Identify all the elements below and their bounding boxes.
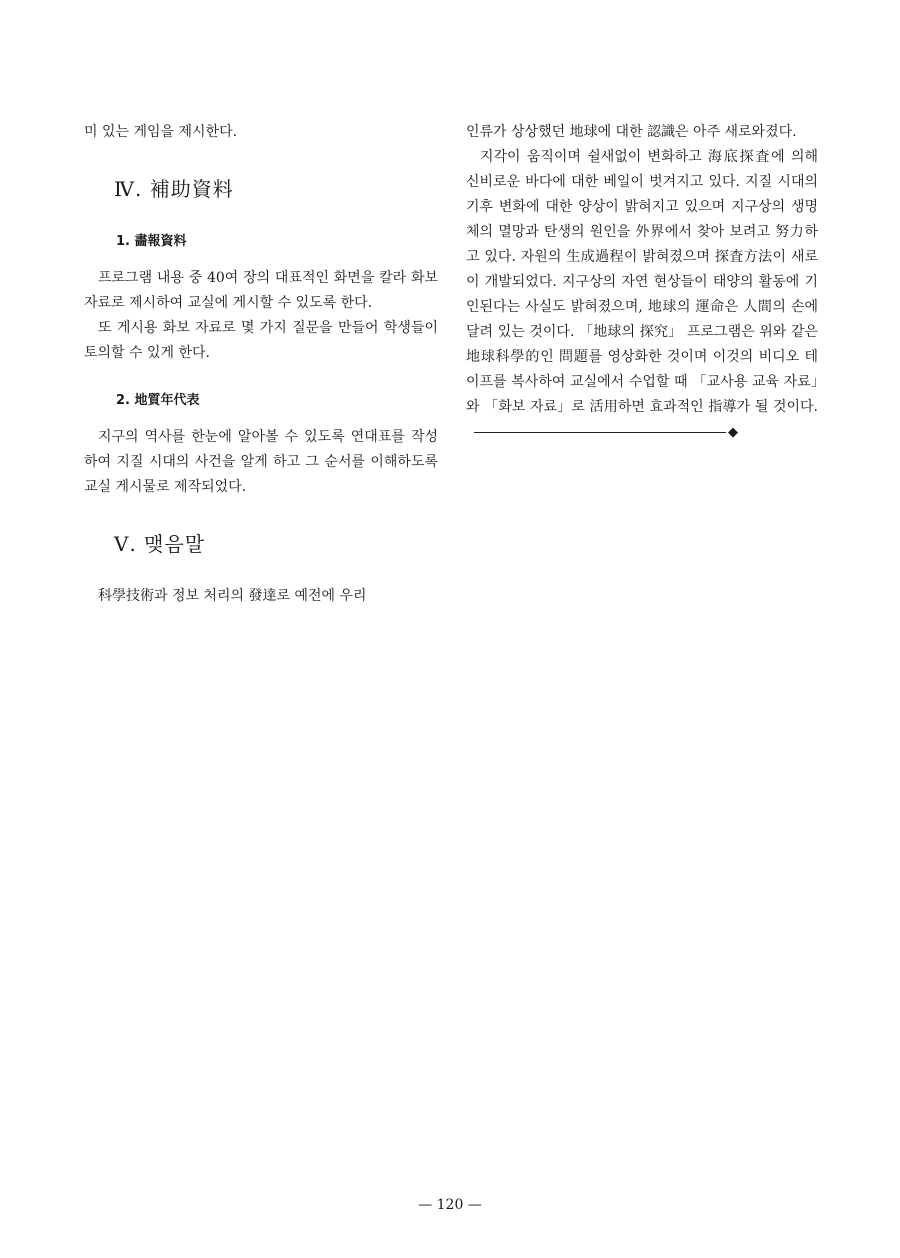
page-number: — 120 — — [418, 1197, 482, 1213]
paragraph-conclusion-continued: 인류가 상상했던 地球에 대한 認識은 아주 새로와졌다. — [466, 124, 797, 140]
left-column — [84, 120, 438, 609]
subheading-picture-materials: 1. 畵報資料 — [116, 234, 187, 249]
right-column — [466, 120, 818, 445]
paragraph-picture-materials-2: 또 게시용 화보 자료로 몇 가지 질문을 만들어 학생들이 토의할 수 있게 한다. — [84, 320, 438, 361]
subheading-geologic-timetable: 2. 地質年代表 — [116, 393, 200, 408]
article-end-rule — [474, 432, 726, 433]
paragraph-picture-materials-1: 프로그램 내용 중 40여 장의 대표적인 화면을 칼라 화보 자료로 제시하여 교실에 게시할 수 있도록 한다. — [84, 270, 438, 311]
diamond-end-icon: ◆ — [728, 425, 738, 440]
paragraph-geologic-timetable: 지구의 역사를 한눈에 알아볼 수 있도록 연대표를 작성하여 지질 시대의 사건을 알게 하고 그 순서를 이해하도록 교실 게시물로 제작되었다. — [84, 429, 438, 495]
section-heading-conclusion: Ⅴ. 맺음말 — [114, 532, 206, 556]
section-heading-supplementary-materials: Ⅳ. 補助資料 — [114, 177, 234, 201]
paragraph-conclusion-start: 科學技術과 정보 처리의 發達로 예전에 우리 — [98, 588, 367, 604]
paragraph-continuation: 미 있는 게임을 제시한다. — [84, 124, 238, 140]
paragraph-conclusion-body — [466, 145, 818, 445]
paragraph-conclusion-body-text: 지각이 움직이며 쉴새없이 변화하고 海底探査에 의해 신비로운 바다에 대한 베일이 벗겨지고 있다. 지질 시대의 기후 변화에 대한 양상이 밝혀지고 있으며 지구상의 생명체의 멸망과 탄생의 원인을 外界에서 찾아 보려고 努力하고 있다. 자원의 生成過程이 밝혀졌으며 探査方法이 새로이 개발되었다. 지구상의 자연 현상들이 태양의 활동에 기인된다는 사실도 밝혀졌으며, 地球의 運命은 人間의 손에 달려 있는 것이다. 「地球의 探究」 프로그램은 위와 같은 地球科學的인 問題를 영상화한 것이며 이것의 비디오 테이프를 복사하여 교실에서 수업할 때 「교사용 교육 자료」와 「화보 자료」로 活用하면 효과적인 指導가 될 것이다. — [466, 149, 818, 415]
